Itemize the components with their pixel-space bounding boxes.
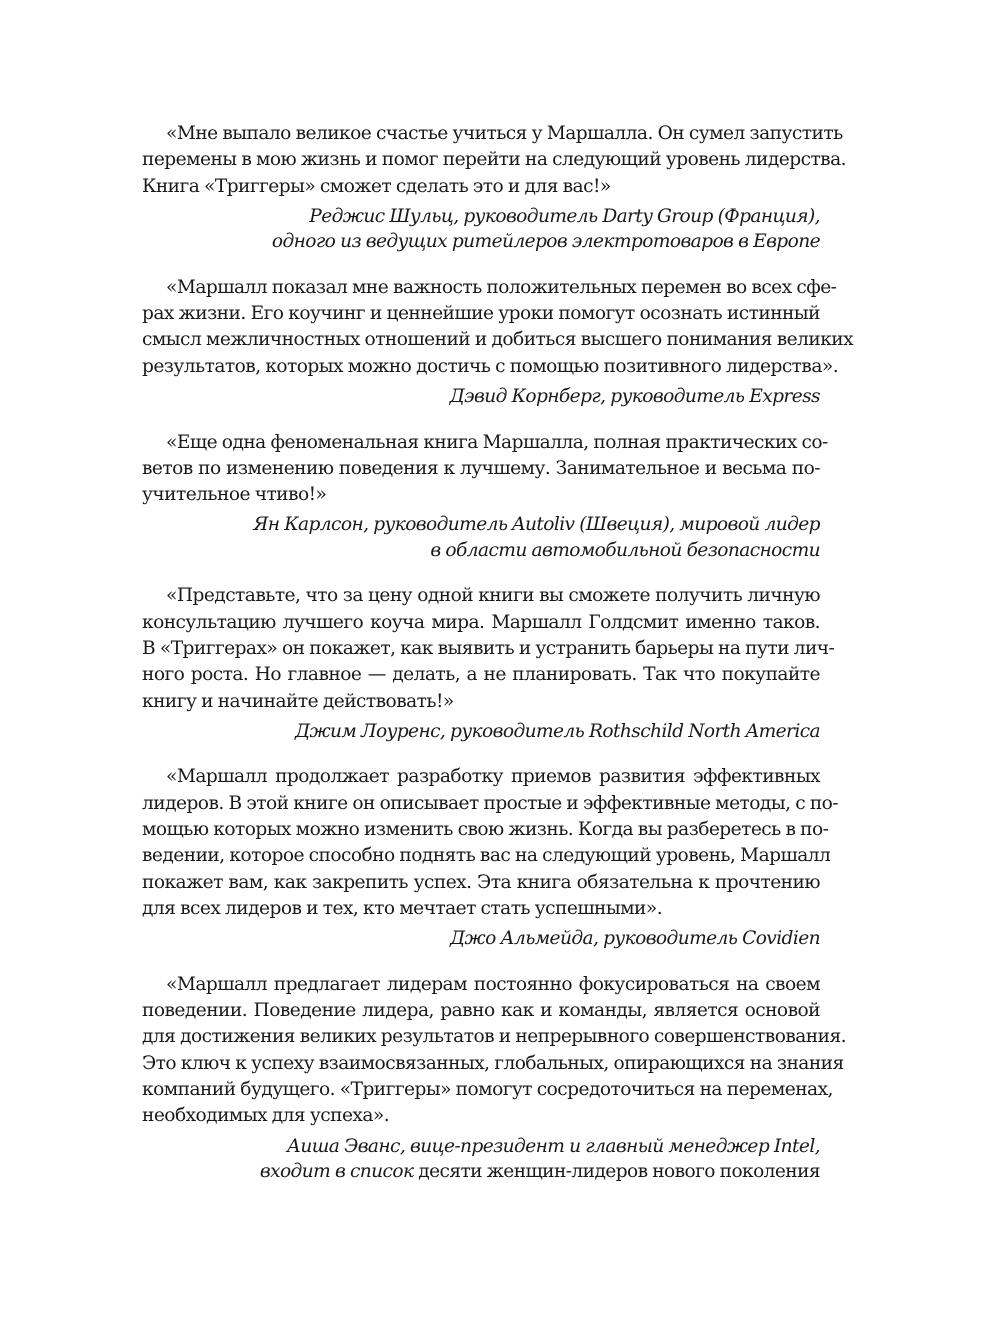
attribution-line: Аиша Эванс, вице-президент и главный менеджер Intel, xyxy=(286,1135,820,1157)
quote-line: ного роста. Но главное — делать, а не планировать. Так что покупайте xyxy=(142,664,820,686)
attribution-line: Джим Лоуренс, руководитель Rothschild North America xyxy=(295,720,820,742)
quote-line: ведении, которое способно поднять вас на следующий уровень, Маршалл xyxy=(142,845,831,867)
quote-line: Это ключ к успеху взаимосвязанных, глобальных, опирающихся на знания xyxy=(142,1052,844,1074)
quote-line: рах жизни. Его коучинг и ценнейшие уроки помогут осознать истинный xyxy=(142,303,820,325)
quote-line: консультацию лучшего коуча мира. Маршалл Голдсмит именно таков. xyxy=(142,611,820,633)
testimonial xyxy=(142,764,839,951)
attribution-line xyxy=(142,1159,820,1185)
testimonial xyxy=(142,275,854,410)
attribution-line: одного из ведущих ритейлеров электротоваров в Европе xyxy=(271,231,820,253)
quote-line: перемены в мою жизнь и помог перейти на следующий уровень лидерства. xyxy=(142,149,846,171)
quote-line: покажет вам, как закрепить успех. Эта книга обязательна к прочтению xyxy=(142,871,820,893)
testimonial-attribution xyxy=(142,384,820,410)
book-page xyxy=(142,121,854,1205)
testimonial-attribution xyxy=(142,719,820,745)
attribution-line: Реджис Шульц, руководитель Darty Group (Франция), xyxy=(309,205,820,227)
testimonial-quote xyxy=(142,583,835,714)
testimonial xyxy=(142,121,846,255)
quote-line: «Мне выпало великое счастье учиться у Маршалла. Он сумел запустить xyxy=(166,123,843,144)
attribution-upright-part: десяти женщин-лидеров нового поколения xyxy=(413,1161,820,1183)
testimonial-attribution xyxy=(142,204,820,255)
attribution-line: Дэвид Корнберг, руководитель Express xyxy=(449,386,820,408)
quote-line: для всех лидеров и тех, кто мечтает стать успешными». xyxy=(142,897,663,919)
testimonial-quote xyxy=(142,972,847,1130)
testimonial xyxy=(142,583,835,744)
testimonial xyxy=(142,972,847,1185)
quote-line: поведении. Поведение лидера, равно как и команды, является основой xyxy=(142,1000,820,1022)
quote-line: «Маршалл показал мне важность положительных перемен во всех сфе- xyxy=(166,276,837,298)
quote-line: мощью которых можно изменить свою жизнь. Когда вы разберетесь в по- xyxy=(142,819,829,841)
quote-line: учительное чтиво!» xyxy=(142,484,327,506)
quote-line: В «Триггерах» он покажет, как выявить и устранить барьеры на пути лич- xyxy=(142,638,835,660)
quote-line: «Маршалл продолжает разработку приемов развития эффективных xyxy=(166,766,820,788)
quote-line: компаний будущего. «Триггеры» помогут сосредоточиться на переменах, xyxy=(142,1078,833,1100)
testimonial-quote xyxy=(142,121,846,200)
testimonial-attribution xyxy=(142,1134,820,1185)
attribution-line: Джо Альмейда, руководитель Covidien xyxy=(450,928,820,950)
quote-line: книгу и начинайте действовать!» xyxy=(142,690,454,712)
quote-line: лидеров. В этой книге он описывает простые и эффективные методы, с по- xyxy=(142,792,839,814)
testimonial-quote xyxy=(142,764,839,922)
quote-line: результатов, которых можно достичь с помощью позитивного лидерства». xyxy=(142,355,839,377)
quote-line: «Маршалл предлагает лидерам постоянно фокусироваться на своем xyxy=(166,973,820,995)
attribution-line: Ян Карлсон, руководитель Autoliv (Швеция), мировой лидер xyxy=(253,514,820,536)
quote-line: смысл межличностных отношений и добиться высшего понимания великих xyxy=(142,329,854,351)
quote-line: необходимых для успеха». xyxy=(142,1105,390,1127)
testimonial-quote xyxy=(142,275,854,380)
testimonial-attribution xyxy=(142,926,820,952)
quote-line: «Еще одна феноменальная книга Маршалла, полная практических со- xyxy=(166,431,828,453)
quote-line: Книга «Триггеры» сможет сделать это и для вас!» xyxy=(142,175,611,197)
quote-line: для достижения великих результатов и непрерывного совершенствования. xyxy=(142,1026,847,1048)
testimonial-attribution xyxy=(142,512,820,563)
testimonial-quote xyxy=(142,430,828,509)
attribution-italic-part: входит в список xyxy=(259,1161,414,1183)
quote-line: «Представьте, что за цену одной книги вы сможете получить личную xyxy=(166,585,820,607)
testimonial xyxy=(142,430,828,564)
attribution-line: в области автомобильной безопасности xyxy=(430,539,820,561)
quote-line: ветов по изменению поведения к лучшему. Занимательное и весьма по- xyxy=(142,457,820,479)
